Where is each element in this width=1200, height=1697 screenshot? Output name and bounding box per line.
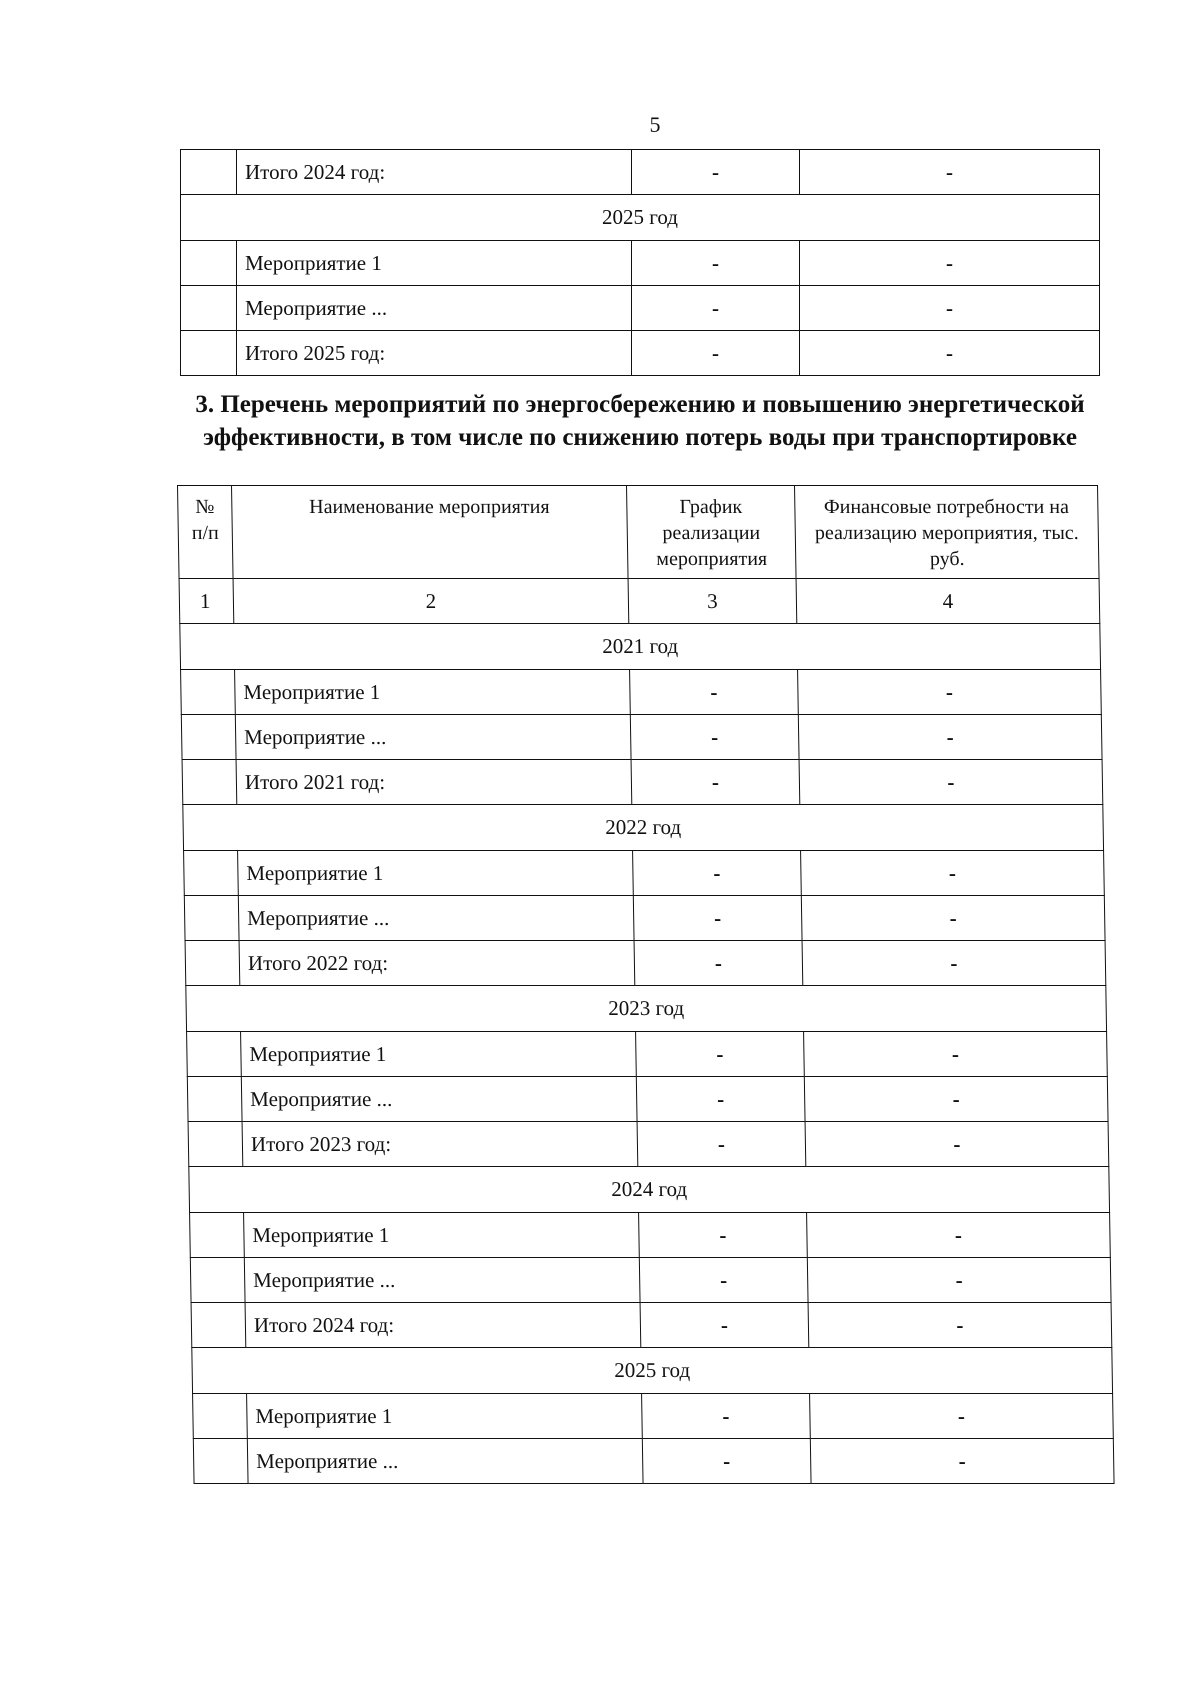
year-row	[183, 805, 1104, 851]
table-row	[184, 896, 1105, 941]
page-number: 5	[649, 112, 661, 137]
schedule-value: -	[632, 286, 800, 331]
year-row	[180, 624, 1101, 670]
schedule-value: -	[640, 1303, 809, 1348]
finance-value: -	[810, 1394, 1114, 1439]
finance-value: -	[798, 670, 1102, 715]
year-row	[186, 986, 1107, 1032]
year-label: 2025 год	[181, 195, 1100, 241]
row-index-cell	[184, 851, 239, 896]
year-label: 2023 год	[186, 986, 1107, 1032]
table-row	[185, 941, 1106, 986]
row-index-cell	[181, 331, 237, 376]
schedule-value: -	[630, 715, 799, 760]
schedule-value: -	[630, 670, 799, 715]
table-row	[181, 150, 1100, 195]
schedule-value: -	[633, 896, 802, 941]
schedule-value: -	[636, 1032, 805, 1077]
table-row	[184, 851, 1105, 896]
header-row	[178, 486, 1100, 579]
finance-value: -	[800, 286, 1100, 331]
finance-value: -	[807, 1258, 1111, 1303]
row-index-cell	[187, 1077, 242, 1122]
header-schedule: График реализации мероприятия	[627, 486, 797, 579]
schedule-value: -	[632, 331, 800, 376]
row-index-cell	[181, 286, 237, 331]
measure-name: Мероприятие ...	[238, 896, 634, 941]
finance-value: -	[808, 1303, 1112, 1348]
measure-name: Мероприятие 1	[244, 1213, 640, 1258]
finance-value: -	[798, 715, 1102, 760]
year-label: 2025 год	[192, 1348, 1113, 1394]
table-row	[193, 1394, 1114, 1439]
schedule-value: -	[634, 941, 803, 986]
table-row	[191, 1303, 1112, 1348]
finance-value: -	[801, 896, 1105, 941]
column-number-1: 1	[179, 579, 234, 624]
year-row	[189, 1167, 1110, 1213]
schedule-value: -	[642, 1394, 811, 1439]
measure-name: Итого 2024 год:	[245, 1303, 641, 1348]
row-index-cell	[184, 896, 239, 941]
measure-name: Мероприятие ...	[244, 1258, 640, 1303]
table-row	[182, 760, 1103, 805]
row-index-cell	[193, 1394, 248, 1439]
table-row	[181, 331, 1100, 376]
measures-table-body	[178, 486, 1115, 1484]
measure-name: Итого 2023 год:	[242, 1122, 638, 1167]
column-number-4: 4	[796, 579, 1100, 624]
finance-value: -	[802, 941, 1106, 986]
table-row	[188, 1122, 1109, 1167]
row-index-cell	[181, 670, 236, 715]
measure-name: Мероприятие ...	[241, 1077, 637, 1122]
finance-value: -	[804, 1032, 1108, 1077]
row-index-cell	[185, 941, 240, 986]
table-row	[181, 241, 1100, 286]
schedule-value: -	[632, 150, 800, 195]
schedule-value: -	[632, 241, 800, 286]
finance-value: -	[800, 331, 1100, 376]
header-finance: Финансовые потребности на реализацию мероприятия, тыс. руб.	[795, 486, 1100, 579]
finance-value: -	[800, 241, 1100, 286]
top-table-body	[181, 150, 1100, 376]
schedule-value: -	[642, 1439, 811, 1484]
schedule-value: -	[631, 760, 800, 805]
table-row	[190, 1213, 1111, 1258]
year-row	[181, 195, 1100, 241]
year-row	[192, 1348, 1113, 1394]
table-row	[193, 1439, 1114, 1484]
measure-name: Мероприятие 1	[241, 1032, 637, 1077]
measure-name: Мероприятие ...	[235, 715, 631, 760]
measure-name: Итого 2022 год:	[239, 941, 635, 986]
measure-name: Итого 2025 год:	[237, 331, 632, 376]
measures-table	[177, 485, 1115, 1484]
column-number-3: 3	[628, 579, 797, 624]
finance-value: -	[807, 1213, 1111, 1258]
table-row	[181, 715, 1102, 760]
finance-value: -	[799, 760, 1103, 805]
table-row	[187, 1032, 1108, 1077]
row-index-cell	[187, 1032, 242, 1077]
finance-value: -	[800, 150, 1100, 195]
table-row	[190, 1258, 1111, 1303]
measure-name: Мероприятие ...	[237, 286, 632, 331]
schedule-value: -	[637, 1122, 806, 1167]
year-label: 2024 год	[189, 1167, 1110, 1213]
row-index-cell	[188, 1122, 243, 1167]
finance-value: -	[801, 851, 1105, 896]
schedule-value: -	[639, 1258, 808, 1303]
measure-name: Мероприятие 1	[237, 241, 632, 286]
table-row	[181, 670, 1102, 715]
table-row	[187, 1077, 1108, 1122]
schedule-value: -	[633, 851, 802, 896]
measure-name: Итого 2024 год:	[237, 150, 632, 195]
table-row	[181, 286, 1100, 331]
row-index-cell	[181, 150, 237, 195]
year-label: 2021 год	[180, 624, 1101, 670]
row-index-cell	[190, 1213, 245, 1258]
row-index-cell	[182, 760, 237, 805]
section-3-heading: 3. Перечень мероприятий по энергосбережению и повышению энергетической эффективности, в том числе по снижению потерь воды при транспортировке	[195, 391, 1085, 451]
top-table-continuation	[180, 149, 1100, 376]
measure-name: Мероприятие 1	[238, 851, 634, 896]
measure-name: Итого 2021 год:	[236, 760, 632, 805]
row-index-cell	[190, 1258, 245, 1303]
row-index-cell	[181, 715, 236, 760]
measure-name: Мероприятие ...	[247, 1439, 643, 1484]
row-index-cell	[191, 1303, 246, 1348]
column-number-2: 2	[233, 579, 629, 624]
header-name: Наименование мероприятия	[232, 486, 629, 579]
header-num: № п/п	[178, 486, 234, 579]
schedule-value: -	[636, 1077, 805, 1122]
measure-name: Мероприятие 1	[247, 1394, 643, 1439]
finance-value: -	[810, 1439, 1114, 1484]
year-label: 2022 год	[183, 805, 1104, 851]
schedule-value: -	[639, 1213, 808, 1258]
measure-name: Мероприятие 1	[235, 670, 631, 715]
row-index-cell	[181, 241, 237, 286]
column-number-row	[179, 579, 1100, 624]
finance-value: -	[804, 1077, 1108, 1122]
row-index-cell	[193, 1439, 248, 1484]
finance-value: -	[805, 1122, 1109, 1167]
